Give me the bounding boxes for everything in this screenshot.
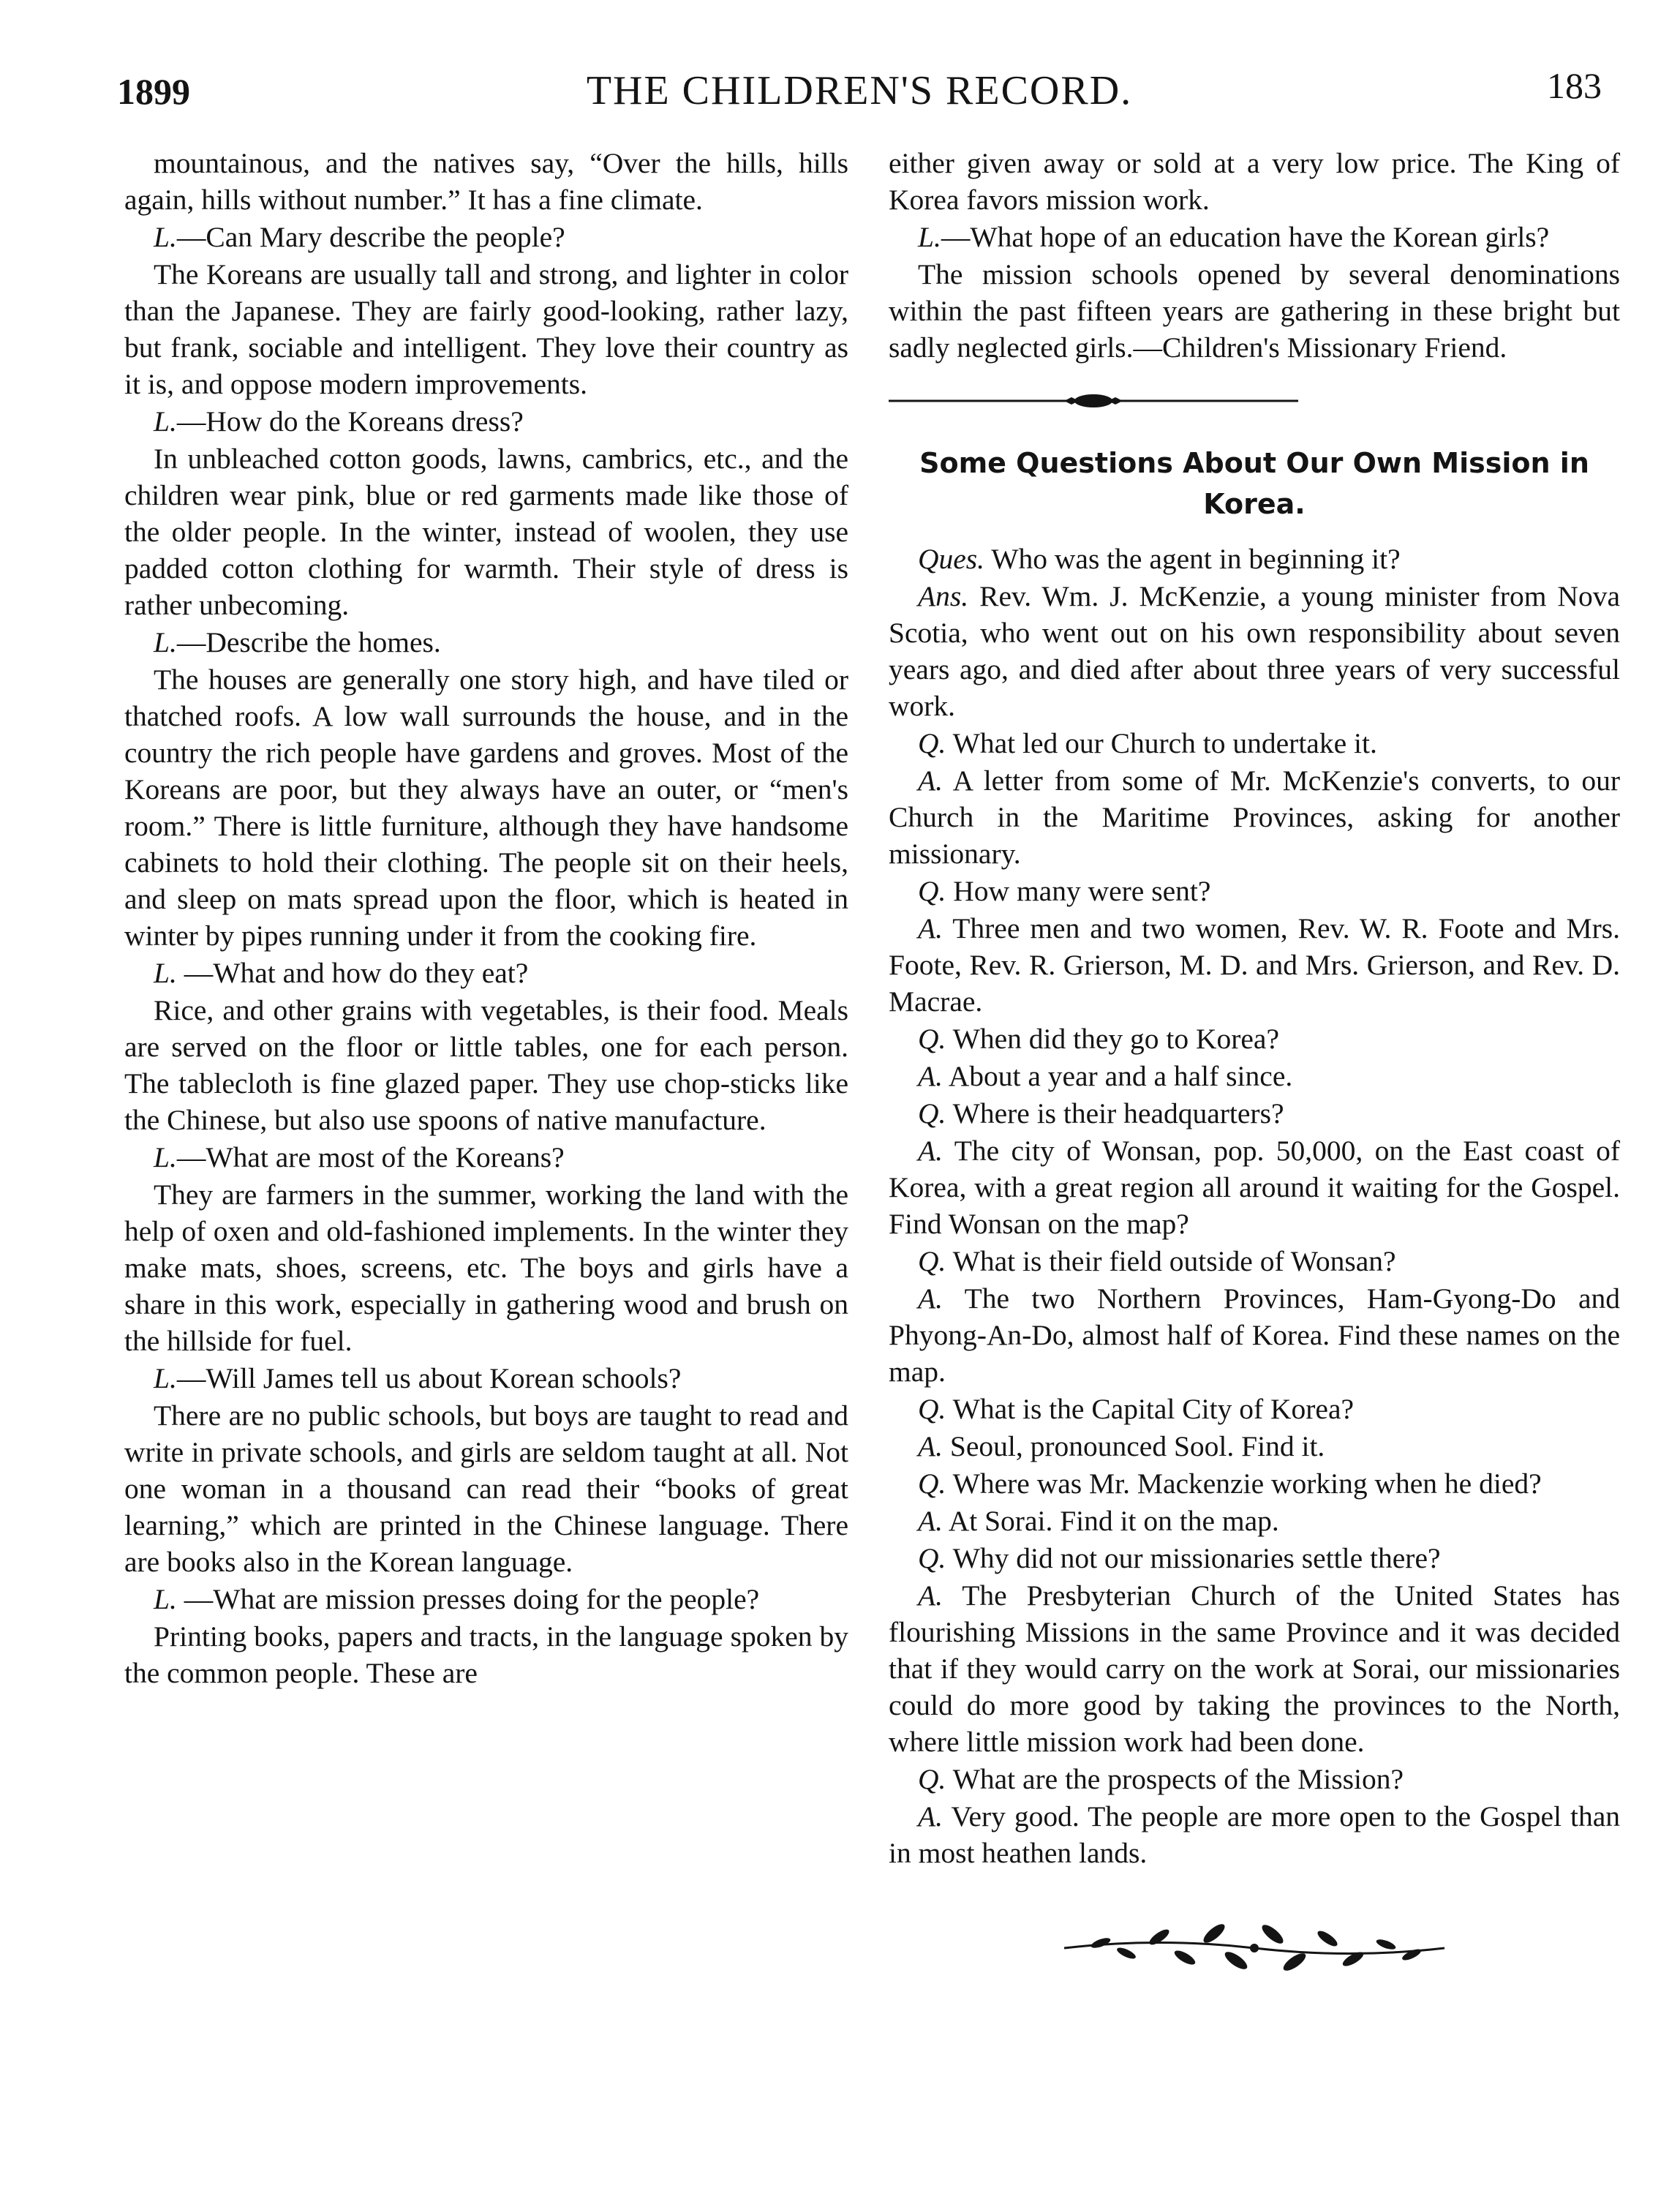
paragraph-text: Rice, and other grains with vegetables, is their food. Meals are served on the floor or little tables, one for each person. The tablecloth is fine glazed paper. They use chop-sticks like the Chinese, but also use spoons of native manufacture. [124, 994, 848, 1136]
paragraph-text: The houses are generally one story high, and have tiled or thatched roofs. A low wall surrounds the house, and in the country the rich people have gardens and groves. Most of the Koreans are poor, but they always have an outer, or “men's room.” There is little furniture, although they have handsome cabinets to hold their clothing. The people sit on their heels, and sleep on mats spread upon the floor, which is heated in winter by pipes running under it from the cooking fire. [124, 664, 848, 952]
paragraph-text: The Koreans are usually tall and strong, and lighter in color than the Japanese. They are fairly good-looking, rather lazy, but frank, sociable and intelligent. They love their country as it is, and oppose modern improvements. [124, 258, 848, 400]
paragraph-text: mountainous, and the natives say, “Over the hills, hills again, hills without number.” It has a fine climate. [124, 147, 848, 216]
speaker-label: Q. [918, 1467, 946, 1500]
paragraph [124, 219, 848, 255]
paragraph-text: Who was the agent in beginning it? [984, 543, 1401, 575]
qa-list [889, 541, 1620, 1871]
speaker-label: Q. [918, 1393, 946, 1425]
paragraph-text: When did they go to Korea? [946, 1023, 1279, 1055]
paragraph-text: Very good. The people are more open to the Gospel than in most heathen lands. [889, 1800, 1620, 1869]
speaker-label: Q. [918, 1023, 946, 1055]
paragraph-text: A letter from some of Mr. McKenzie's converts, to our Church in the Maritime Provinces, asking for another missionary. [889, 764, 1620, 870]
speaker-label: L. [154, 957, 177, 989]
paragraph [124, 661, 848, 954]
page-header [117, 67, 1602, 119]
paragraph-text: —What are most of the Koreans? [176, 1141, 565, 1173]
paragraph-text: At Sorai. Find it on the map. [943, 1505, 1279, 1537]
speaker-label: L. [154, 221, 177, 253]
paragraph-text: Where was Mr. Mackenzie working when he died? [946, 1467, 1542, 1500]
qa-paragraph [889, 1503, 1620, 1539]
speaker-label: L. [154, 1141, 177, 1173]
qa-paragraph [889, 725, 1620, 762]
paragraph [889, 219, 1620, 255]
speaker-label: A. [918, 1505, 943, 1537]
paragraph-text: The city of Wonsan, pop. 50,000, on the East coast of Korea, with a great region all around it waiting for the Gospel. Find Wonsan on the map? [889, 1135, 1620, 1240]
speaker-label: A. [918, 1579, 943, 1612]
qa-paragraph [889, 1095, 1620, 1132]
paragraph-text: —How do the Koreans dress? [176, 405, 524, 437]
qa-paragraph [889, 873, 1620, 909]
paragraph-text: What is their field outside of Wonsan? [946, 1245, 1396, 1277]
qa-paragraph [889, 1243, 1620, 1279]
paragraph-text: What led our Church to undertake it. [946, 727, 1377, 759]
speaker-label: A. [918, 764, 943, 797]
left-column [124, 145, 848, 1692]
qa-paragraph [889, 1132, 1620, 1242]
paragraph-text: —What hope of an education have the Korean girls? [941, 221, 1550, 253]
paragraph-text: —Describe the homes. [176, 626, 441, 658]
speaker-label: L. [918, 221, 941, 253]
section-divider [889, 388, 1298, 413]
paragraph [124, 403, 848, 440]
paragraph [124, 1360, 848, 1397]
qa-paragraph [889, 1577, 1620, 1760]
paragraph [124, 1139, 848, 1176]
paragraph-text: In unbleached cotton goods, lawns, cambrics, etc., and the children wear pink, blue or red garments made like those of the older people. In the winter, instead of woolen, they use padded cotton clothing for warmth. Their style of dress is rather unbecoming. [124, 443, 848, 621]
paragraph-text: Why did not our missionaries settle there? [946, 1542, 1441, 1574]
paragraph [889, 145, 1620, 218]
paragraph [124, 624, 848, 661]
paragraph [124, 1581, 848, 1617]
paragraph [124, 992, 848, 1138]
paragraph [124, 955, 848, 991]
speaker-label: Q. [918, 1245, 946, 1277]
speaker-label: Ques. [918, 543, 985, 575]
qa-paragraph [889, 1020, 1620, 1057]
speaker-label: Q. [918, 1763, 946, 1795]
speaker-label: Q. [918, 875, 946, 907]
paragraph-text: Rev. Wm. J. McKenzie, a young minister from Nova Scotia, who went out on his own responsibility about seven years ago, and died after about three years of very successful work. [889, 580, 1620, 722]
speaker-label: A. [918, 912, 943, 944]
qa-paragraph [889, 1280, 1620, 1390]
speaker-label: L. [154, 1583, 177, 1615]
paragraph [124, 440, 848, 623]
speaker-label: A. [918, 1800, 943, 1832]
paragraph-text: The two Northern Provinces, Ham-Gyong-Do and Phyong-An-Do, almost half of Korea. Find these names on the map. [889, 1282, 1620, 1388]
qa-paragraph [889, 578, 1620, 724]
qa-paragraph [889, 1058, 1620, 1094]
paragraph [124, 256, 848, 402]
qa-paragraph [889, 541, 1620, 577]
paragraph-text: Seoul, pronounced Sool. Find it. [943, 1430, 1325, 1462]
paragraph-text: —Will James tell us about Korean schools? [176, 1362, 682, 1394]
section-title: Some Questions About Our Own Mission in Korea. [919, 447, 1589, 520]
speaker-label: L. [154, 626, 177, 658]
qa-paragraph [889, 1798, 1620, 1871]
speaker-label: A. [918, 1282, 943, 1315]
paragraph-text: —What are mission presses doing for the people? [176, 1583, 760, 1615]
speaker-label: Q. [918, 1542, 946, 1574]
qa-paragraph [889, 1391, 1620, 1427]
paragraph [124, 145, 848, 218]
page-number: 183 [1547, 65, 1602, 106]
qa-paragraph [889, 762, 1620, 872]
speaker-label: Q. [918, 727, 946, 759]
paragraph [124, 1618, 848, 1691]
right-column-continuation [889, 145, 1620, 366]
speaker-label: Ans. [918, 580, 969, 612]
qa-paragraph [889, 1761, 1620, 1797]
paragraph-text: They are farmers in the summer, working the land with the help of oxen and old-fashioned implements. In the winter they make mats, shoes, screens, etc. The boys and girls have a share in this work, especially in gathering wood and brush on the hillside for fuel. [124, 1179, 848, 1357]
speaker-label: A. [918, 1135, 943, 1167]
paragraph [124, 1176, 848, 1359]
qa-paragraph [889, 1465, 1620, 1502]
journal-title: THE CHILDREN'S RECORD. [586, 68, 1133, 113]
speaker-label: L. [154, 1362, 177, 1394]
paragraph-text: —Can Mary describe the people? [176, 221, 565, 253]
qa-paragraph [889, 1428, 1620, 1465]
paragraph-text: Printing books, papers and tracts, in the language spoken by the common people. These are [124, 1620, 848, 1689]
paragraph-text: The mission schools opened by several denominations within the past fifteen years are gathering in these bright but sadly neglected girls.—Children's Missionary Friend. [889, 258, 1620, 364]
paragraph-text: Three men and two women, Rev. W. R. Foote and Mrs. Foote, Rev. R. Grierson, M. D. and Mrs. Grierson, and Rev. D. Macrae. [889, 912, 1620, 1018]
floral-ornament [1057, 1915, 1452, 1981]
paragraph-text: Where is their headquarters? [946, 1097, 1284, 1129]
paragraph-text: —What and how do they eat? [176, 957, 529, 989]
paragraph-text: How many were sent? [946, 875, 1211, 907]
paragraph [124, 1397, 848, 1580]
speaker-label: A. [918, 1430, 943, 1462]
paragraph [889, 256, 1620, 366]
paragraph-text: What are the prospects of the Mission? [946, 1763, 1404, 1795]
speaker-label: A. [918, 1060, 943, 1092]
year: 1899 [117, 71, 190, 112]
paragraph-text: There are no public schools, but boys are taught to read and write in private schools, and girls are seldom taught at all. Not one woman in a thousand can read their “books of great learning,” which are printed in the Chinese language. There are books also in the Korean language. [124, 1399, 848, 1578]
right-column [889, 145, 1620, 1981]
paragraph-text: either given away or sold at a very low price. The King of Korea favors mission work. [889, 147, 1620, 216]
speaker-label: L. [154, 405, 177, 437]
qa-paragraph [889, 910, 1620, 1020]
paragraph-text: About a year and a half since. [943, 1060, 1293, 1092]
paragraph-text: What is the Capital City of Korea? [946, 1393, 1355, 1425]
qa-paragraph [889, 1540, 1620, 1576]
paragraph-text: The Presbyterian Church of the United States has flourishing Missions in the same Province and it was decided that if they would carry on the work at Sorai, our missionaries could do more good by taking the provinces to the North, where little mission work had been done. [889, 1579, 1620, 1758]
speaker-label: Q. [918, 1097, 946, 1129]
